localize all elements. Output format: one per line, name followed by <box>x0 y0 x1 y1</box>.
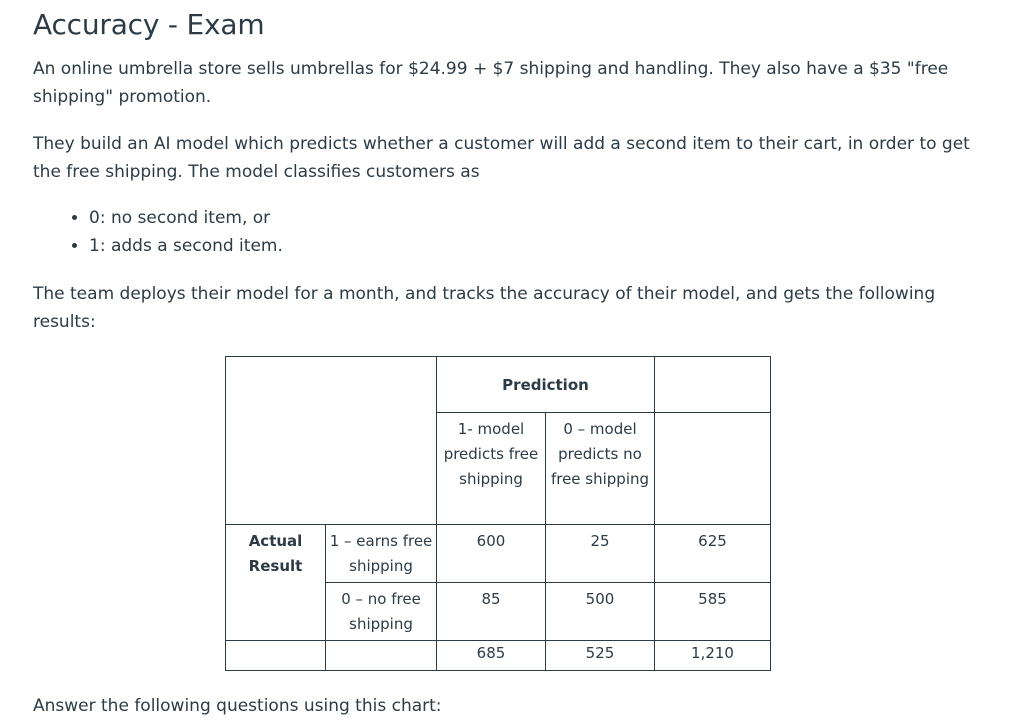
table-row <box>226 357 771 413</box>
cell-grand-total: 1,210 <box>655 641 771 671</box>
cell-false-negative: 25 <box>546 525 655 583</box>
cell-col2-total: 525 <box>546 641 655 671</box>
col-header-pred-0: 0 – model predicts no free shipping <box>546 413 655 525</box>
instructions-text: Answer the following questions using this chart: <box>33 696 442 716</box>
class-options-list <box>33 204 283 260</box>
cell-true-positive: 600 <box>437 525 546 583</box>
results-paragraph: The team deploys their model for a month, and tracks the accuracy of their model, and gets the following results: <box>33 284 936 332</box>
cell-row1-total: 625 <box>655 525 771 583</box>
table-cell-empty <box>655 357 771 413</box>
cell-row2-total: 585 <box>655 583 771 641</box>
table-cell-empty <box>226 357 326 525</box>
table-row <box>226 525 771 583</box>
prediction-header: Prediction <box>437 357 655 413</box>
table-cell-empty <box>655 413 771 525</box>
table-cell-empty <box>326 641 437 671</box>
list-item: • 1: adds a second item. <box>89 232 283 260</box>
row-label-earns: 1 – earns free shipping <box>326 525 437 583</box>
actual-label-line2: Result <box>248 557 303 575</box>
cell-true-negative: 500 <box>546 583 655 641</box>
col-header-pred-1: 1- model predicts free shipping <box>437 413 546 525</box>
actual-result-label <box>226 525 326 641</box>
actual-label-line1: Actual <box>248 532 303 550</box>
page-title: Accuracy - Exam <box>33 8 265 41</box>
cell-col1-total: 685 <box>437 641 546 671</box>
row-label-no-free: 0 – no free shipping <box>326 583 437 641</box>
cell-false-positive: 85 <box>437 583 546 641</box>
list-item: • 0: no second item, or <box>89 204 283 232</box>
intro-paragraph: An online umbrella store sells umbrellas for $24.99 + $7 shipping and handling. They also have a $35 "free shipping" promotion. <box>33 59 949 107</box>
model-paragraph: They build an AI model which predicts whether a customer will add a second item to their cart, in order to get the free shipping. The model classifies customers as <box>33 134 970 182</box>
table-cell-empty <box>326 357 437 525</box>
table-cell-empty <box>226 641 326 671</box>
table-row <box>226 641 771 671</box>
confusion-matrix-table <box>225 356 771 671</box>
